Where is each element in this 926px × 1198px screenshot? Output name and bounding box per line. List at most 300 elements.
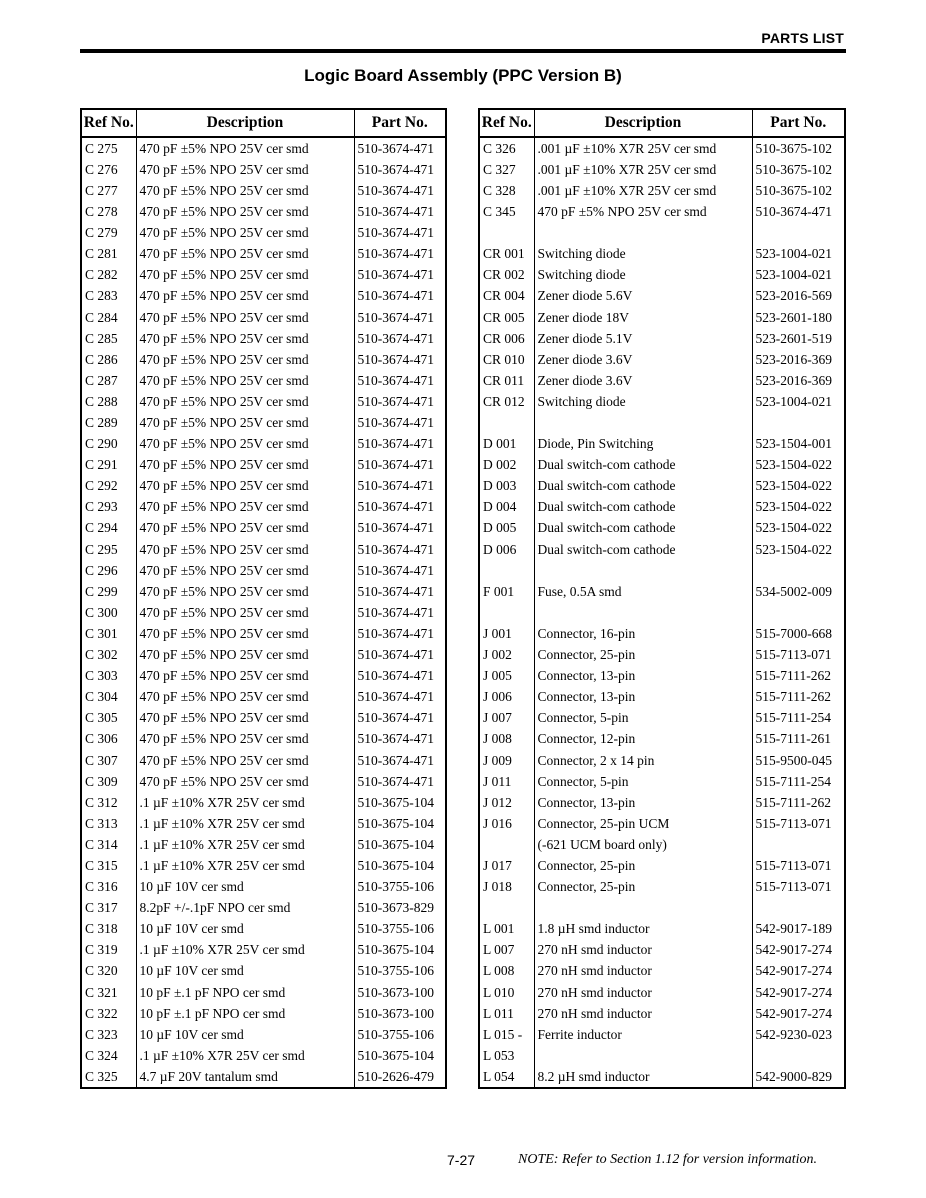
table-row bbox=[479, 918, 845, 939]
table-row bbox=[81, 412, 446, 433]
ref-cell: J 001 bbox=[483, 625, 512, 641]
column-header-description: Description bbox=[534, 109, 752, 137]
table-row bbox=[479, 497, 845, 518]
part-number-cell: 510-3674-471 bbox=[354, 729, 446, 750]
ref-cell: J 005 bbox=[483, 668, 512, 684]
part-number-cell: 510-3674-471 bbox=[354, 644, 446, 665]
ref-cell: C 303 bbox=[85, 668, 118, 684]
description-cell: Zener diode 18V bbox=[534, 307, 752, 328]
part-number-cell: 510-3674-471 bbox=[354, 560, 446, 581]
table-row bbox=[479, 855, 845, 876]
table-row bbox=[479, 644, 845, 665]
table-row bbox=[81, 834, 446, 855]
ref-cell: C 318 bbox=[85, 921, 118, 937]
ref-cell: C 319 bbox=[85, 942, 118, 958]
part-number-cell: 510-3673-829 bbox=[354, 897, 446, 918]
description-cell: 470 pF ±5% NPO 25V cer smd bbox=[136, 750, 354, 771]
ref-cell: CR 006 bbox=[483, 330, 525, 346]
table-row bbox=[479, 729, 845, 750]
description-cell: 470 pF ±5% NPO 25V cer smd bbox=[136, 286, 354, 307]
table-row bbox=[479, 286, 845, 307]
description-cell: 470 pF ±5% NPO 25V cer smd bbox=[136, 518, 354, 539]
part-number-cell: 515-7113-071 bbox=[752, 644, 845, 665]
part-number-cell: 523-1504-001 bbox=[752, 433, 845, 454]
table-row bbox=[81, 222, 446, 243]
part-number-cell: 523-2016-569 bbox=[752, 286, 845, 307]
part-number-cell: 510-3674-471 bbox=[354, 180, 446, 201]
part-number-cell: 510-3675-104 bbox=[354, 792, 446, 813]
ref-cell: C 279 bbox=[85, 225, 118, 241]
ref-cell: L 010 bbox=[483, 984, 515, 1000]
description-cell bbox=[534, 412, 752, 433]
ref-cell: C 289 bbox=[85, 415, 118, 431]
part-number-cell: 510-3674-471 bbox=[354, 370, 446, 391]
ref-cell: C 345 bbox=[483, 204, 516, 220]
ref-cell: C 282 bbox=[85, 267, 118, 283]
part-number-cell: 542-9017-274 bbox=[752, 961, 845, 982]
description-cell: 10 µF 10V cer smd bbox=[136, 918, 354, 939]
table-row bbox=[81, 581, 446, 602]
ref-cell bbox=[479, 897, 534, 918]
part-number-cell: 523-1504-022 bbox=[752, 518, 845, 539]
table-row bbox=[81, 876, 446, 897]
ref-cell: C 291 bbox=[85, 457, 118, 473]
part-number-cell: 523-2016-369 bbox=[752, 349, 845, 370]
ref-cell: C 283 bbox=[85, 288, 118, 304]
ref-cell: D 001 bbox=[483, 436, 517, 452]
description-cell: 270 nH smd inductor bbox=[534, 982, 752, 1003]
description-cell: .1 µF ±10% X7R 25V cer smd bbox=[136, 834, 354, 855]
part-number-cell: 515-7111-261 bbox=[752, 729, 845, 750]
description-cell: .001 µF ±10% X7R 25V cer smd bbox=[534, 180, 752, 201]
ref-cell: C 324 bbox=[85, 1047, 118, 1063]
description-cell: 470 pF ±5% NPO 25V cer smd bbox=[136, 560, 354, 581]
description-cell: Dual switch-com cathode bbox=[534, 454, 752, 475]
part-number-cell: 510-3675-104 bbox=[354, 834, 446, 855]
description-cell: Zener diode 5.1V bbox=[534, 328, 752, 349]
part-number-cell: 515-9500-045 bbox=[752, 750, 845, 771]
table-row bbox=[479, 1024, 845, 1045]
description-cell: 470 pF ±5% NPO 25V cer smd bbox=[136, 623, 354, 644]
table-row bbox=[81, 792, 446, 813]
part-number-cell: 510-3673-100 bbox=[354, 982, 446, 1003]
description-cell: .1 µF ±10% X7R 25V cer smd bbox=[136, 1045, 354, 1066]
description-cell: Dual switch-com cathode bbox=[534, 497, 752, 518]
table-row bbox=[479, 476, 845, 497]
ref-cell: J 018 bbox=[483, 879, 512, 895]
description-cell: 470 pF ±5% NPO 25V cer smd bbox=[136, 201, 354, 222]
table-row bbox=[479, 834, 845, 855]
table-row bbox=[479, 180, 845, 201]
table-row bbox=[479, 159, 845, 180]
description-cell: Switching diode bbox=[534, 243, 752, 264]
table-header-row bbox=[479, 109, 845, 137]
table-row bbox=[81, 1003, 446, 1024]
description-cell: 470 pF ±5% NPO 25V cer smd bbox=[136, 159, 354, 180]
part-number-cell: 510-3674-471 bbox=[354, 623, 446, 644]
description-cell bbox=[534, 602, 752, 623]
description-cell: 470 pF ±5% NPO 25V cer smd bbox=[136, 581, 354, 602]
table-row bbox=[479, 412, 845, 433]
ref-cell: C 290 bbox=[85, 436, 118, 452]
part-number-cell: 510-3755-106 bbox=[354, 961, 446, 982]
part-number-cell: 510-3755-106 bbox=[354, 1024, 446, 1045]
part-number-cell: 523-1504-022 bbox=[752, 539, 845, 560]
part-number-cell: 523-1504-022 bbox=[752, 476, 845, 497]
ref-cell: J 009 bbox=[483, 752, 512, 768]
part-number-cell: 510-3674-471 bbox=[354, 286, 446, 307]
description-cell: 470 pF ±5% NPO 25V cer smd bbox=[136, 137, 354, 159]
description-cell: .1 µF ±10% X7R 25V cer smd bbox=[136, 813, 354, 834]
description-cell bbox=[534, 222, 752, 243]
part-number-cell: 510-3674-471 bbox=[354, 159, 446, 180]
description-cell: 470 pF ±5% NPO 25V cer smd bbox=[136, 349, 354, 370]
ref-cell: C 312 bbox=[85, 794, 118, 810]
description-cell: 470 pF ±5% NPO 25V cer smd bbox=[136, 180, 354, 201]
table-row bbox=[479, 581, 845, 602]
ref-cell: CR 001 bbox=[483, 246, 525, 262]
table-row bbox=[81, 201, 446, 222]
description-cell: 10 µF 10V cer smd bbox=[136, 1024, 354, 1045]
part-number-cell: 510-3674-471 bbox=[752, 201, 845, 222]
table-row bbox=[479, 137, 845, 159]
table-row bbox=[479, 686, 845, 707]
part-number-cell: 523-1504-022 bbox=[752, 497, 845, 518]
description-cell: 470 pF ±5% NPO 25V cer smd bbox=[136, 708, 354, 729]
table-row bbox=[81, 708, 446, 729]
ref-cell: C 316 bbox=[85, 879, 118, 895]
ref-cell: J 007 bbox=[483, 710, 512, 726]
table-row bbox=[81, 855, 446, 876]
part-number-cell: 510-3674-471 bbox=[354, 265, 446, 286]
description-cell: Connector, 25-pin bbox=[534, 876, 752, 897]
description-cell: Dual switch-com cathode bbox=[534, 539, 752, 560]
ref-cell: C 301 bbox=[85, 625, 118, 641]
description-cell: 470 pF ±5% NPO 25V cer smd bbox=[136, 771, 354, 792]
table-row bbox=[81, 433, 446, 454]
table-header-row bbox=[81, 109, 446, 137]
ref-cell: C 299 bbox=[85, 583, 118, 599]
ref-cell: C 285 bbox=[85, 330, 118, 346]
ref-cell bbox=[479, 222, 534, 243]
part-number-cell: 510-3675-104 bbox=[354, 855, 446, 876]
description-cell bbox=[534, 1045, 752, 1066]
table-row bbox=[81, 918, 446, 939]
ref-cell: C 327 bbox=[483, 161, 516, 177]
part-number-cell bbox=[752, 222, 845, 243]
part-number-cell: 510-3674-471 bbox=[354, 433, 446, 454]
description-cell: 470 pF ±5% NPO 25V cer smd bbox=[136, 454, 354, 475]
table-row bbox=[479, 750, 845, 771]
table-row bbox=[479, 349, 845, 370]
ref-cell: CR 004 bbox=[483, 288, 525, 304]
description-cell: Dual switch-com cathode bbox=[534, 518, 752, 539]
part-number-cell: 510-3674-471 bbox=[354, 307, 446, 328]
description-cell: 8.2pF +/-.1pF NPO cer smd bbox=[136, 897, 354, 918]
part-number-cell: 510-3755-106 bbox=[354, 918, 446, 939]
part-number-cell: 510-3674-471 bbox=[354, 708, 446, 729]
description-cell: 10 pF ±.1 pF NPO cer smd bbox=[136, 982, 354, 1003]
column-header-description: Description bbox=[136, 109, 354, 137]
table-row bbox=[81, 1045, 446, 1066]
description-cell: 470 pF ±5% NPO 25V cer smd bbox=[136, 243, 354, 264]
table-row bbox=[81, 813, 446, 834]
ref-cell: L 011 bbox=[483, 1005, 514, 1021]
part-number-cell: 510-3674-471 bbox=[354, 771, 446, 792]
table-row bbox=[81, 454, 446, 475]
table-row bbox=[81, 729, 446, 750]
description-cell: 4.7 µF 20V tantalum smd bbox=[136, 1066, 354, 1088]
table-row bbox=[81, 539, 446, 560]
ref-cell: C 322 bbox=[85, 1005, 118, 1021]
part-number-cell: 510-3675-102 bbox=[752, 159, 845, 180]
description-cell: 470 pF ±5% NPO 25V cer smd bbox=[136, 497, 354, 518]
description-cell: 470 pF ±5% NPO 25V cer smd bbox=[136, 476, 354, 497]
footer-note: NOTE: Refer to Section 1.12 for version information. bbox=[518, 1152, 818, 1167]
part-number-cell: 510-3674-471 bbox=[354, 476, 446, 497]
column-header-ref: Ref No. bbox=[479, 109, 534, 137]
part-number-cell bbox=[752, 560, 845, 581]
part-number-cell: 510-3674-471 bbox=[354, 686, 446, 707]
description-cell: 470 pF ±5% NPO 25V cer smd bbox=[136, 686, 354, 707]
description-cell: 470 pF ±5% NPO 25V cer smd bbox=[136, 433, 354, 454]
part-number-cell: 510-3675-104 bbox=[354, 813, 446, 834]
table-row bbox=[81, 286, 446, 307]
ref-cell: C 304 bbox=[85, 689, 118, 705]
table-row bbox=[479, 243, 845, 264]
ref-cell: C 317 bbox=[85, 900, 118, 916]
table-row bbox=[479, 961, 845, 982]
description-cell: 470 pF ±5% NPO 25V cer smd bbox=[136, 729, 354, 750]
ref-cell: J 008 bbox=[483, 731, 512, 747]
description-cell: 470 pF ±5% NPO 25V cer smd bbox=[136, 370, 354, 391]
ref-cell: C 305 bbox=[85, 710, 118, 726]
ref-cell: C 300 bbox=[85, 604, 118, 620]
part-number-cell: 510-3673-100 bbox=[354, 1003, 446, 1024]
table-row bbox=[81, 1024, 446, 1045]
part-number-cell: 510-3674-471 bbox=[354, 581, 446, 602]
description-cell: Diode, Pin Switching bbox=[534, 433, 752, 454]
description-cell: 470 pF ±5% NPO 25V cer smd bbox=[136, 665, 354, 686]
section-header: PARTS LIST bbox=[761, 30, 844, 46]
ref-cell: C 287 bbox=[85, 372, 118, 388]
ref-cell: J 017 bbox=[483, 857, 512, 873]
part-number-cell: 515-7111-262 bbox=[752, 686, 845, 707]
description-cell: 470 pF ±5% NPO 25V cer smd bbox=[136, 307, 354, 328]
description-cell: Connector, 16-pin bbox=[534, 623, 752, 644]
description-cell: Switching diode bbox=[534, 265, 752, 286]
table-row bbox=[81, 497, 446, 518]
description-cell: .001 µF ±10% X7R 25V cer smd bbox=[534, 159, 752, 180]
description-cell: Connector, 5-pin bbox=[534, 771, 752, 792]
part-number-cell: 523-2016-369 bbox=[752, 370, 845, 391]
ref-cell: C 306 bbox=[85, 731, 118, 747]
description-cell: Connector, 25-pin bbox=[534, 855, 752, 876]
ref-cell: C 314 bbox=[85, 836, 118, 852]
page-number: 7-27 bbox=[447, 1152, 476, 1168]
ref-cell: C 320 bbox=[85, 963, 118, 979]
description-cell: 470 pF ±5% NPO 25V cer smd bbox=[136, 602, 354, 623]
column-header-part: Part No. bbox=[752, 109, 845, 137]
part-number-cell: 515-7111-262 bbox=[752, 665, 845, 686]
table-row bbox=[479, 982, 845, 1003]
table-row bbox=[81, 897, 446, 918]
description-cell: .1 µF ±10% X7R 25V cer smd bbox=[136, 940, 354, 961]
description-cell: Connector, 12-pin bbox=[534, 729, 752, 750]
ref-cell: C 278 bbox=[85, 204, 118, 220]
ref-cell: F 001 bbox=[483, 583, 515, 599]
table-row bbox=[479, 602, 845, 623]
table-row bbox=[81, 180, 446, 201]
part-number-cell: 510-3755-106 bbox=[354, 876, 446, 897]
part-number-cell: 510-2626-479 bbox=[354, 1066, 446, 1088]
description-cell: .1 µF ±10% X7R 25V cer smd bbox=[136, 855, 354, 876]
part-number-cell: 510-3674-471 bbox=[354, 201, 446, 222]
part-number-cell: 523-1004-021 bbox=[752, 265, 845, 286]
description-cell: Connector, 13-pin bbox=[534, 665, 752, 686]
description-cell: .1 µF ±10% X7R 25V cer smd bbox=[136, 792, 354, 813]
part-number-cell: 515-7000-668 bbox=[752, 623, 845, 644]
ref-cell: L 008 bbox=[483, 963, 515, 979]
ref-cell: L 015 - bbox=[483, 1026, 523, 1042]
table-row bbox=[81, 137, 446, 159]
ref-cell: C 295 bbox=[85, 541, 118, 557]
description-cell: 470 pF ±5% NPO 25V cer smd bbox=[136, 222, 354, 243]
table-row bbox=[81, 391, 446, 412]
description-cell: 470 pF ±5% NPO 25V cer smd bbox=[136, 539, 354, 560]
part-number-cell: 523-1004-021 bbox=[752, 243, 845, 264]
description-cell: 270 nH smd inductor bbox=[534, 940, 752, 961]
parts-table-right bbox=[478, 108, 846, 1089]
ref-cell: CR 005 bbox=[483, 309, 525, 325]
ref-cell: C 296 bbox=[85, 562, 118, 578]
table-row bbox=[479, 876, 845, 897]
description-cell: 8.2 µH smd inductor bbox=[534, 1066, 752, 1088]
table-row bbox=[81, 940, 446, 961]
part-number-cell: 515-7113-071 bbox=[752, 855, 845, 876]
ref-cell: C 326 bbox=[483, 140, 516, 156]
part-number-cell: 542-9017-274 bbox=[752, 940, 845, 961]
part-number-cell: 510-3674-471 bbox=[354, 412, 446, 433]
table-row bbox=[479, 454, 845, 475]
part-number-cell: 510-3674-471 bbox=[354, 243, 446, 264]
column-header-part: Part No. bbox=[354, 109, 446, 137]
description-cell: 470 pF ±5% NPO 25V cer smd bbox=[136, 328, 354, 349]
part-number-cell: 542-9000-829 bbox=[752, 1066, 845, 1088]
table-row bbox=[81, 307, 446, 328]
table-row bbox=[479, 792, 845, 813]
table-row bbox=[81, 750, 446, 771]
page-title: Logic Board Assembly (PPC Version B) bbox=[304, 66, 622, 85]
description-cell: Connector, 2 x 14 pin bbox=[534, 750, 752, 771]
table-row bbox=[479, 539, 845, 560]
description-cell: Connector, 13-pin bbox=[534, 686, 752, 707]
ref-cell: D 003 bbox=[483, 478, 517, 494]
table-row bbox=[479, 391, 845, 412]
description-cell: Connector, 5-pin bbox=[534, 708, 752, 729]
table-row bbox=[81, 982, 446, 1003]
ref-cell: C 276 bbox=[85, 161, 118, 177]
table-row bbox=[479, 328, 845, 349]
part-number-cell: 510-3674-471 bbox=[354, 349, 446, 370]
table-row bbox=[479, 265, 845, 286]
ref-cell: J 002 bbox=[483, 647, 512, 663]
ref-cell: J 016 bbox=[483, 815, 512, 831]
description-cell: Zener diode 3.6V bbox=[534, 370, 752, 391]
table-row bbox=[81, 560, 446, 581]
ref-cell: C 328 bbox=[483, 182, 516, 198]
part-number-cell bbox=[752, 897, 845, 918]
part-number-cell: 542-9017-274 bbox=[752, 1003, 845, 1024]
table-row bbox=[81, 370, 446, 391]
description-cell: 270 nH smd inductor bbox=[534, 1003, 752, 1024]
table-row bbox=[81, 665, 446, 686]
part-number-cell: 510-3674-471 bbox=[354, 222, 446, 243]
ref-cell: D 005 bbox=[483, 520, 517, 536]
ref-cell: CR 011 bbox=[483, 372, 525, 388]
table-row bbox=[81, 328, 446, 349]
table-row bbox=[81, 602, 446, 623]
description-cell: (-621 UCM board only) bbox=[534, 834, 752, 855]
ref-cell: J 011 bbox=[483, 773, 512, 789]
part-number-cell: 523-1004-021 bbox=[752, 391, 845, 412]
ref-cell: C 292 bbox=[85, 478, 118, 494]
part-number-cell: 534-5002-009 bbox=[752, 581, 845, 602]
ref-cell: L 053 bbox=[483, 1047, 515, 1063]
description-cell: 10 pF ±.1 pF NPO cer smd bbox=[136, 1003, 354, 1024]
description-cell: 470 pF ±5% NPO 25V cer smd bbox=[534, 201, 752, 222]
table-row bbox=[479, 222, 845, 243]
header-rule bbox=[80, 49, 846, 53]
part-number-cell: 510-3674-471 bbox=[354, 454, 446, 475]
description-cell: 10 µF 10V cer smd bbox=[136, 876, 354, 897]
ref-cell: C 315 bbox=[85, 857, 118, 873]
part-number-cell: 523-2601-180 bbox=[752, 307, 845, 328]
description-cell: 270 nH smd inductor bbox=[534, 961, 752, 982]
part-number-cell: 542-9017-189 bbox=[752, 918, 845, 939]
ref-cell: CR 010 bbox=[483, 351, 525, 367]
ref-cell: D 006 bbox=[483, 541, 517, 557]
table-row bbox=[479, 708, 845, 729]
part-number-cell: 515-7113-071 bbox=[752, 813, 845, 834]
part-number-cell: 510-3674-471 bbox=[354, 750, 446, 771]
ref-cell: C 281 bbox=[85, 246, 118, 262]
ref-cell: L 007 bbox=[483, 942, 515, 958]
part-number-cell: 542-9230-023 bbox=[752, 1024, 845, 1045]
ref-cell: C 275 bbox=[85, 140, 118, 156]
part-number-cell: 510-3675-102 bbox=[752, 180, 845, 201]
parts-table-left bbox=[80, 108, 447, 1089]
ref-cell: C 302 bbox=[85, 647, 118, 663]
description-cell: Connector, 25-pin bbox=[534, 644, 752, 665]
ref-cell: C 286 bbox=[85, 351, 118, 367]
ref-cell: D 002 bbox=[483, 457, 517, 473]
part-number-cell: 510-3674-471 bbox=[354, 602, 446, 623]
ref-cell: C 293 bbox=[85, 499, 118, 515]
ref-cell: C 277 bbox=[85, 182, 118, 198]
table-row bbox=[81, 518, 446, 539]
description-cell: 10 µF 10V cer smd bbox=[136, 961, 354, 982]
ref-cell: C 307 bbox=[85, 752, 118, 768]
description-cell: Zener diode 3.6V bbox=[534, 349, 752, 370]
description-cell: 470 pF ±5% NPO 25V cer smd bbox=[136, 412, 354, 433]
ref-cell bbox=[479, 412, 534, 433]
ref-cell: CR 002 bbox=[483, 267, 525, 283]
description-cell bbox=[534, 897, 752, 918]
description-cell: Ferrite inductor bbox=[534, 1024, 752, 1045]
part-number-cell: 515-7113-071 bbox=[752, 876, 845, 897]
part-number-cell bbox=[752, 1045, 845, 1066]
